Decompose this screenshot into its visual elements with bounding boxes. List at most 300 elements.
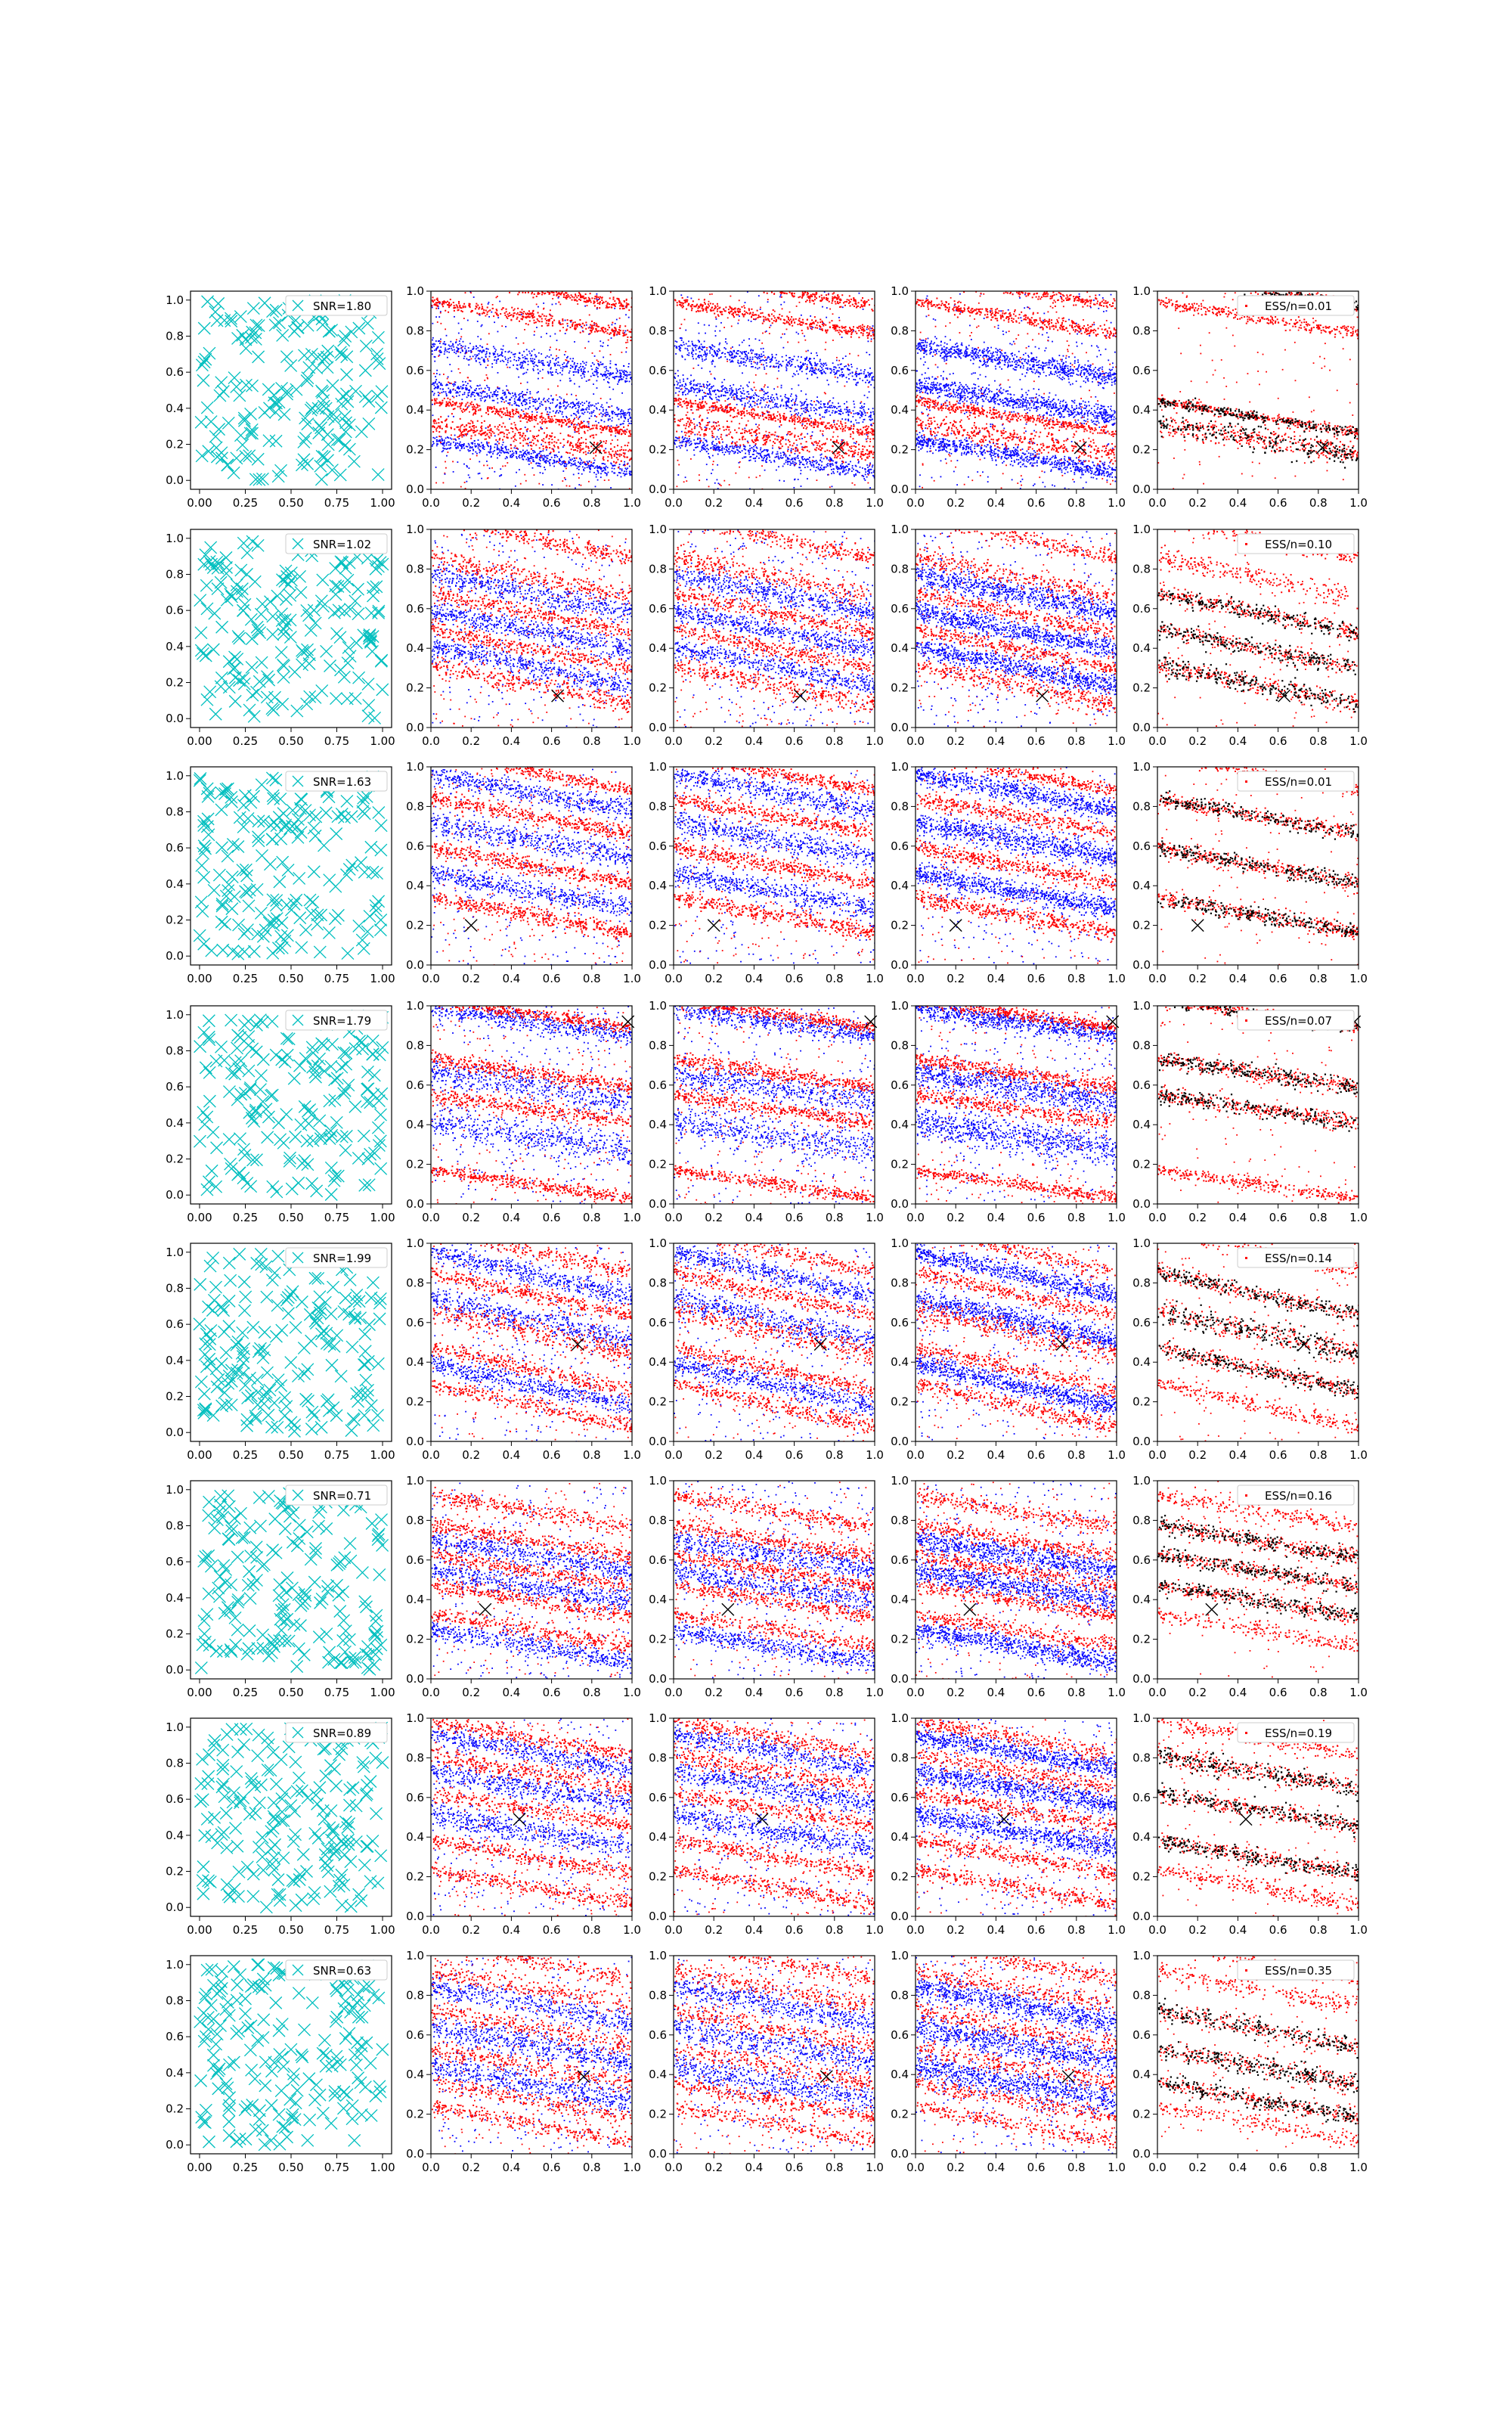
sample-point bbox=[450, 403, 451, 405]
sample-point bbox=[629, 470, 631, 472]
sample-point bbox=[538, 293, 539, 294]
sample-point bbox=[593, 374, 594, 376]
sample-point bbox=[528, 408, 529, 410]
sample-point bbox=[627, 342, 628, 343]
sample-point bbox=[611, 411, 612, 412]
sample-point bbox=[604, 464, 606, 465]
sample-point bbox=[440, 416, 442, 417]
sample-point bbox=[706, 464, 708, 465]
sample-point bbox=[581, 473, 583, 475]
sample-point bbox=[629, 374, 631, 376]
sample-point bbox=[549, 447, 550, 448]
sample-point bbox=[782, 347, 784, 349]
sample-point bbox=[869, 441, 871, 442]
sample-point bbox=[542, 292, 544, 293]
sample-point bbox=[754, 401, 755, 402]
sample-point bbox=[446, 402, 448, 403]
sample-point bbox=[434, 349, 435, 351]
sample-point bbox=[570, 365, 572, 366]
sample-point bbox=[575, 449, 576, 451]
sample-point bbox=[472, 453, 473, 455]
sample-point bbox=[570, 358, 572, 359]
raw-point bbox=[334, 346, 346, 358]
sample-point bbox=[612, 373, 614, 374]
sample-point bbox=[531, 416, 533, 417]
sample-point bbox=[436, 402, 438, 404]
sample-point bbox=[786, 368, 788, 370]
sample-point bbox=[488, 349, 489, 350]
sample-point bbox=[853, 379, 854, 380]
sample-point bbox=[759, 340, 761, 341]
sample-point bbox=[610, 463, 612, 464]
sample-point bbox=[785, 359, 787, 361]
sample-point bbox=[627, 450, 629, 451]
sample-point bbox=[686, 450, 688, 451]
sample-point bbox=[456, 402, 457, 403]
sample-point bbox=[438, 355, 440, 356]
sample-point bbox=[527, 369, 528, 371]
sample-point bbox=[533, 442, 534, 444]
sample-point bbox=[523, 351, 525, 352]
sample-point bbox=[606, 368, 607, 370]
sample-point bbox=[831, 469, 832, 470]
sample-point bbox=[825, 393, 826, 395]
sample-point bbox=[748, 476, 750, 478]
sample-point bbox=[847, 368, 848, 370]
sample-point bbox=[766, 330, 767, 332]
sample-point bbox=[531, 355, 532, 357]
sample-point bbox=[629, 449, 631, 451]
sample-point bbox=[815, 470, 816, 471]
sample-point bbox=[465, 352, 466, 353]
sample-point bbox=[578, 440, 579, 442]
sample-point bbox=[516, 448, 518, 449]
raw-point bbox=[298, 436, 310, 448]
sample-point bbox=[616, 424, 618, 426]
sample-point bbox=[625, 449, 627, 451]
sample-point bbox=[451, 413, 453, 414]
sample-point bbox=[522, 411, 524, 412]
sample-point bbox=[614, 455, 615, 457]
sample-point bbox=[764, 384, 766, 386]
sample-point bbox=[526, 399, 528, 401]
sample-point bbox=[540, 466, 541, 467]
sample-point bbox=[575, 293, 576, 295]
sample-point bbox=[605, 371, 606, 373]
sample-point bbox=[791, 416, 792, 417]
sample-point bbox=[484, 401, 485, 402]
sample-point bbox=[571, 422, 572, 424]
sample-point bbox=[619, 372, 621, 374]
sample-point bbox=[533, 320, 534, 321]
sample-point bbox=[455, 444, 457, 445]
sample-point bbox=[683, 379, 684, 380]
sample-point bbox=[589, 471, 590, 473]
sample-point bbox=[488, 451, 489, 453]
sample-point bbox=[611, 420, 612, 422]
sample-point bbox=[678, 464, 680, 466]
sample-point bbox=[712, 390, 714, 392]
sample-point bbox=[841, 337, 843, 338]
sample-point bbox=[756, 456, 758, 458]
sample-point bbox=[497, 372, 499, 374]
sample-point bbox=[469, 467, 470, 469]
sample-point bbox=[546, 322, 547, 324]
sample-point bbox=[684, 390, 686, 392]
sample-point bbox=[767, 301, 769, 302]
sample-point bbox=[724, 400, 726, 402]
sample-point bbox=[503, 408, 504, 409]
sample-point bbox=[810, 463, 811, 464]
sample-point bbox=[692, 358, 694, 359]
sample-point bbox=[526, 392, 528, 393]
sample-point bbox=[600, 364, 602, 365]
sample-point bbox=[605, 330, 606, 332]
sample-point bbox=[618, 414, 619, 415]
sample-point bbox=[565, 359, 566, 361]
sample-point bbox=[562, 370, 563, 371]
sample-point bbox=[554, 415, 556, 417]
sample-point bbox=[522, 355, 523, 356]
sample-point bbox=[532, 296, 534, 298]
sample-point bbox=[528, 314, 530, 315]
sample-point bbox=[460, 372, 461, 374]
sample-point bbox=[732, 447, 733, 448]
sample-point bbox=[863, 409, 865, 411]
sample-point bbox=[616, 407, 618, 408]
sample-point bbox=[519, 399, 521, 401]
sample-point bbox=[596, 426, 597, 427]
sample-point bbox=[704, 359, 705, 361]
sample-point bbox=[555, 359, 556, 361]
sample-point bbox=[625, 330, 627, 332]
sample-point bbox=[714, 330, 716, 332]
sample-point bbox=[472, 430, 473, 431]
sample-point bbox=[516, 458, 518, 459]
sample-point bbox=[862, 414, 863, 415]
x-tick-label: 0.50 bbox=[278, 496, 303, 510]
sample-point bbox=[446, 448, 448, 450]
sample-point bbox=[863, 309, 864, 310]
sample-point bbox=[480, 400, 482, 402]
sample-point bbox=[519, 312, 521, 313]
sample-point bbox=[823, 365, 824, 367]
sample-point bbox=[584, 470, 585, 471]
sample-point bbox=[766, 435, 767, 436]
sample-point bbox=[591, 325, 593, 327]
sample-point bbox=[549, 365, 550, 366]
sample-point bbox=[518, 377, 519, 378]
sample-point bbox=[676, 446, 677, 448]
sample-point bbox=[502, 448, 503, 449]
sample-point bbox=[739, 299, 740, 301]
sample-point bbox=[550, 408, 551, 410]
sample-point bbox=[587, 430, 589, 431]
sample-point bbox=[620, 414, 621, 415]
sample-point bbox=[807, 364, 808, 365]
sample-point bbox=[559, 424, 560, 426]
sample-point bbox=[602, 407, 603, 408]
sample-point bbox=[706, 312, 708, 313]
sample-point bbox=[553, 462, 555, 464]
sample-point bbox=[460, 328, 462, 330]
sample-point bbox=[609, 297, 611, 299]
sample-point bbox=[801, 486, 802, 487]
sample-point bbox=[581, 402, 583, 403]
sample-point bbox=[549, 442, 550, 443]
sample-point bbox=[443, 482, 445, 483]
sample-point bbox=[494, 321, 495, 323]
sample-point bbox=[807, 350, 809, 352]
sample-point bbox=[743, 361, 745, 363]
sample-point bbox=[680, 382, 681, 383]
sample-point bbox=[522, 313, 524, 315]
sample-point bbox=[701, 386, 702, 387]
sample-point bbox=[779, 296, 781, 298]
sample-point bbox=[500, 349, 502, 350]
sample-point bbox=[502, 444, 503, 445]
sample-point bbox=[538, 306, 539, 308]
sample-point bbox=[869, 330, 871, 331]
sample-point bbox=[610, 374, 612, 375]
sample-point bbox=[543, 448, 544, 450]
sample-point bbox=[497, 446, 498, 448]
sample-point bbox=[528, 445, 529, 446]
sample-point bbox=[548, 398, 550, 399]
sample-point bbox=[468, 443, 469, 445]
sample-point bbox=[513, 396, 514, 397]
sample-point bbox=[559, 419, 561, 420]
sample-point bbox=[469, 343, 471, 344]
sample-point bbox=[759, 403, 761, 405]
sample-point bbox=[627, 445, 628, 446]
sample-point bbox=[623, 473, 624, 474]
sample-point bbox=[532, 459, 534, 461]
sample-point bbox=[541, 337, 542, 338]
sample-point bbox=[432, 431, 434, 433]
sample-point bbox=[451, 427, 452, 428]
sample-point bbox=[680, 386, 681, 387]
sample-point bbox=[603, 411, 604, 412]
sample-point bbox=[554, 365, 556, 367]
sample-point bbox=[686, 388, 688, 389]
sample-point bbox=[491, 366, 493, 368]
sample-point bbox=[498, 411, 500, 412]
sample-point bbox=[547, 455, 549, 457]
sample-point bbox=[588, 380, 590, 381]
sample-point bbox=[551, 457, 553, 458]
sample-point bbox=[605, 415, 606, 417]
sample-point bbox=[742, 450, 743, 451]
sample-point bbox=[764, 357, 766, 358]
sample-point bbox=[539, 457, 541, 458]
raw-point bbox=[196, 450, 208, 462]
sample-point bbox=[597, 376, 599, 377]
sample-point bbox=[621, 411, 622, 412]
sample-point bbox=[521, 314, 522, 315]
sample-point bbox=[581, 460, 582, 461]
sample-point bbox=[524, 452, 525, 454]
sample-point bbox=[494, 359, 495, 361]
sample-point bbox=[467, 377, 469, 378]
sample-point bbox=[549, 407, 550, 408]
sample-point bbox=[765, 431, 767, 433]
sample-point bbox=[593, 410, 595, 411]
sample-point bbox=[711, 374, 712, 375]
sample-point bbox=[503, 346, 504, 347]
sample-point bbox=[511, 457, 513, 458]
sample-point bbox=[616, 376, 618, 377]
sample-point bbox=[509, 404, 510, 405]
sample-point bbox=[806, 399, 807, 400]
sample-point bbox=[593, 411, 594, 413]
sample-point bbox=[516, 439, 517, 441]
sample-point bbox=[472, 414, 474, 416]
sample-point bbox=[541, 444, 542, 445]
sample-point bbox=[496, 411, 497, 412]
legend-snr bbox=[286, 296, 387, 315]
sample-point bbox=[705, 356, 707, 358]
sample-point bbox=[690, 409, 692, 411]
sample-point bbox=[825, 373, 826, 374]
sample-point bbox=[839, 458, 841, 459]
sample-point bbox=[615, 436, 616, 437]
sample-point bbox=[479, 452, 480, 454]
sample-point bbox=[479, 315, 481, 316]
sample-point bbox=[816, 479, 817, 481]
sample-point bbox=[628, 423, 630, 424]
sample-point bbox=[537, 392, 538, 393]
sample-point bbox=[573, 419, 575, 420]
sample-point bbox=[584, 368, 586, 369]
sample-point bbox=[758, 458, 760, 459]
sample-point bbox=[493, 315, 494, 317]
sample-point bbox=[822, 306, 823, 308]
sample-point bbox=[674, 414, 675, 416]
sample-point bbox=[557, 386, 559, 387]
sample-point bbox=[515, 413, 516, 414]
sample-point bbox=[867, 482, 869, 484]
sample-point bbox=[625, 381, 627, 383]
sample-point bbox=[578, 386, 580, 387]
sample-point bbox=[436, 430, 438, 432]
sample-point bbox=[785, 355, 787, 356]
sample-point bbox=[605, 442, 606, 444]
sample-point bbox=[596, 328, 597, 330]
sample-point bbox=[622, 414, 624, 415]
sample-point bbox=[736, 353, 737, 355]
sample-point bbox=[512, 428, 513, 430]
sample-point bbox=[432, 343, 433, 345]
sample-point bbox=[816, 369, 817, 371]
sample-point bbox=[543, 459, 544, 461]
sample-point bbox=[440, 388, 442, 389]
sample-point bbox=[571, 402, 572, 404]
sample-point bbox=[850, 364, 852, 365]
sample-point bbox=[580, 447, 581, 448]
sample-point bbox=[598, 446, 600, 448]
raw-point bbox=[268, 389, 280, 402]
sample-point bbox=[612, 471, 613, 473]
sample-point bbox=[501, 426, 503, 427]
sample-point bbox=[518, 343, 519, 345]
sample-point bbox=[756, 403, 758, 405]
sample-point bbox=[472, 310, 473, 312]
raw-point bbox=[253, 351, 265, 363]
sample-point bbox=[730, 296, 731, 297]
sample-point bbox=[461, 307, 463, 309]
sample-point bbox=[466, 349, 467, 351]
sample-point bbox=[560, 367, 562, 368]
sample-point bbox=[612, 413, 613, 414]
sample-point bbox=[464, 433, 466, 435]
sample-point bbox=[559, 421, 561, 423]
sample-point bbox=[560, 403, 562, 405]
sample-point bbox=[748, 451, 750, 453]
sample-point bbox=[488, 430, 489, 431]
sample-point bbox=[516, 451, 517, 453]
sample-point bbox=[493, 400, 494, 402]
sample-point bbox=[609, 386, 610, 388]
sample-point bbox=[491, 433, 492, 435]
sample-point bbox=[692, 344, 693, 346]
sample-point bbox=[588, 406, 590, 408]
sample-point bbox=[435, 308, 437, 309]
sample-point bbox=[497, 445, 498, 446]
sample-point bbox=[476, 427, 477, 428]
sample-point bbox=[488, 310, 490, 312]
sample-point bbox=[517, 308, 519, 309]
sample-point bbox=[774, 311, 776, 312]
sample-point bbox=[627, 411, 629, 413]
sample-point bbox=[457, 406, 459, 408]
sample-point bbox=[732, 346, 733, 348]
sample-point bbox=[719, 484, 720, 486]
sample-point bbox=[574, 405, 575, 406]
sample-point bbox=[566, 402, 568, 404]
sample-point bbox=[687, 378, 689, 380]
sample-point bbox=[680, 327, 681, 329]
sample-point bbox=[727, 399, 729, 400]
sample-point bbox=[496, 309, 497, 310]
sample-point bbox=[567, 452, 569, 454]
sample-point bbox=[610, 332, 612, 334]
sample-point bbox=[541, 325, 543, 327]
sample-point bbox=[565, 451, 567, 453]
sample-point bbox=[624, 413, 625, 414]
sample-point bbox=[433, 385, 435, 386]
sample-point bbox=[837, 467, 838, 468]
sample-point bbox=[697, 383, 699, 385]
sample-point bbox=[725, 338, 727, 340]
sample-point bbox=[532, 401, 534, 402]
sample-point bbox=[748, 401, 750, 402]
sample-point bbox=[447, 451, 448, 453]
sample-point bbox=[815, 368, 816, 369]
sample-point bbox=[519, 292, 520, 293]
sample-point bbox=[481, 325, 482, 327]
sample-point bbox=[836, 357, 838, 358]
sample-point bbox=[711, 473, 712, 474]
sample-point bbox=[627, 374, 629, 376]
sample-point bbox=[496, 296, 497, 298]
sample-point bbox=[535, 455, 537, 457]
sample-point bbox=[790, 411, 792, 412]
sample-point bbox=[822, 433, 823, 435]
sample-point bbox=[865, 414, 866, 416]
sample-point bbox=[625, 352, 627, 353]
sample-point bbox=[575, 427, 576, 428]
